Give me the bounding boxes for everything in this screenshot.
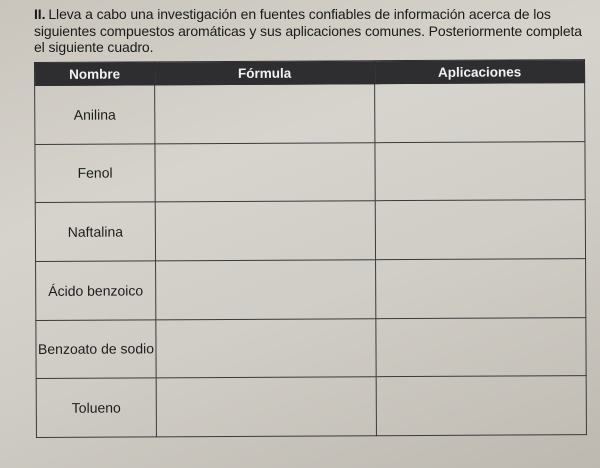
formula-cell[interactable] (156, 318, 376, 378)
question-number: II. (34, 6, 46, 22)
table-row (35, 141, 585, 203)
applications-cell[interactable] (375, 83, 585, 143)
applications-cell[interactable] (376, 317, 586, 377)
table-row (36, 259, 586, 321)
formula-cell[interactable] (156, 377, 376, 437)
applications-cell[interactable] (375, 200, 585, 260)
compound-name: Anilina (35, 85, 155, 144)
table-row (35, 83, 585, 145)
applications-cell[interactable] (375, 141, 585, 201)
formula-cell[interactable] (156, 260, 376, 320)
table-row (36, 317, 586, 379)
compound-name: Ácido benzoico (36, 261, 156, 320)
header-aplicaciones: Aplicaciones (374, 60, 584, 84)
compound-name: Fenol (35, 144, 155, 203)
applications-cell[interactable] (376, 259, 586, 319)
instructions-text: Lleva a cabo una investigación en fuentes confiables de información acerca de los siguientes compuestos aromáticas y sus aplicaciones comunes. Posteriormente completa el siguiente cuadro. (34, 6, 582, 55)
table-row (36, 376, 586, 438)
compound-name: Naftalina (35, 202, 155, 261)
header-formula: Fórmula (155, 61, 375, 85)
table-header-row (35, 60, 585, 86)
formula-cell[interactable] (155, 84, 375, 144)
compound-name: Benzoato de sodio (36, 319, 156, 378)
compounds-table (34, 59, 587, 438)
compound-name: Tolueno (36, 378, 156, 437)
formula-cell[interactable] (155, 142, 375, 202)
instructions-paragraph (34, 6, 594, 56)
formula-cell[interactable] (155, 201, 375, 261)
applications-cell[interactable] (376, 376, 586, 436)
table-row (35, 200, 585, 262)
header-nombre: Nombre (35, 62, 155, 86)
